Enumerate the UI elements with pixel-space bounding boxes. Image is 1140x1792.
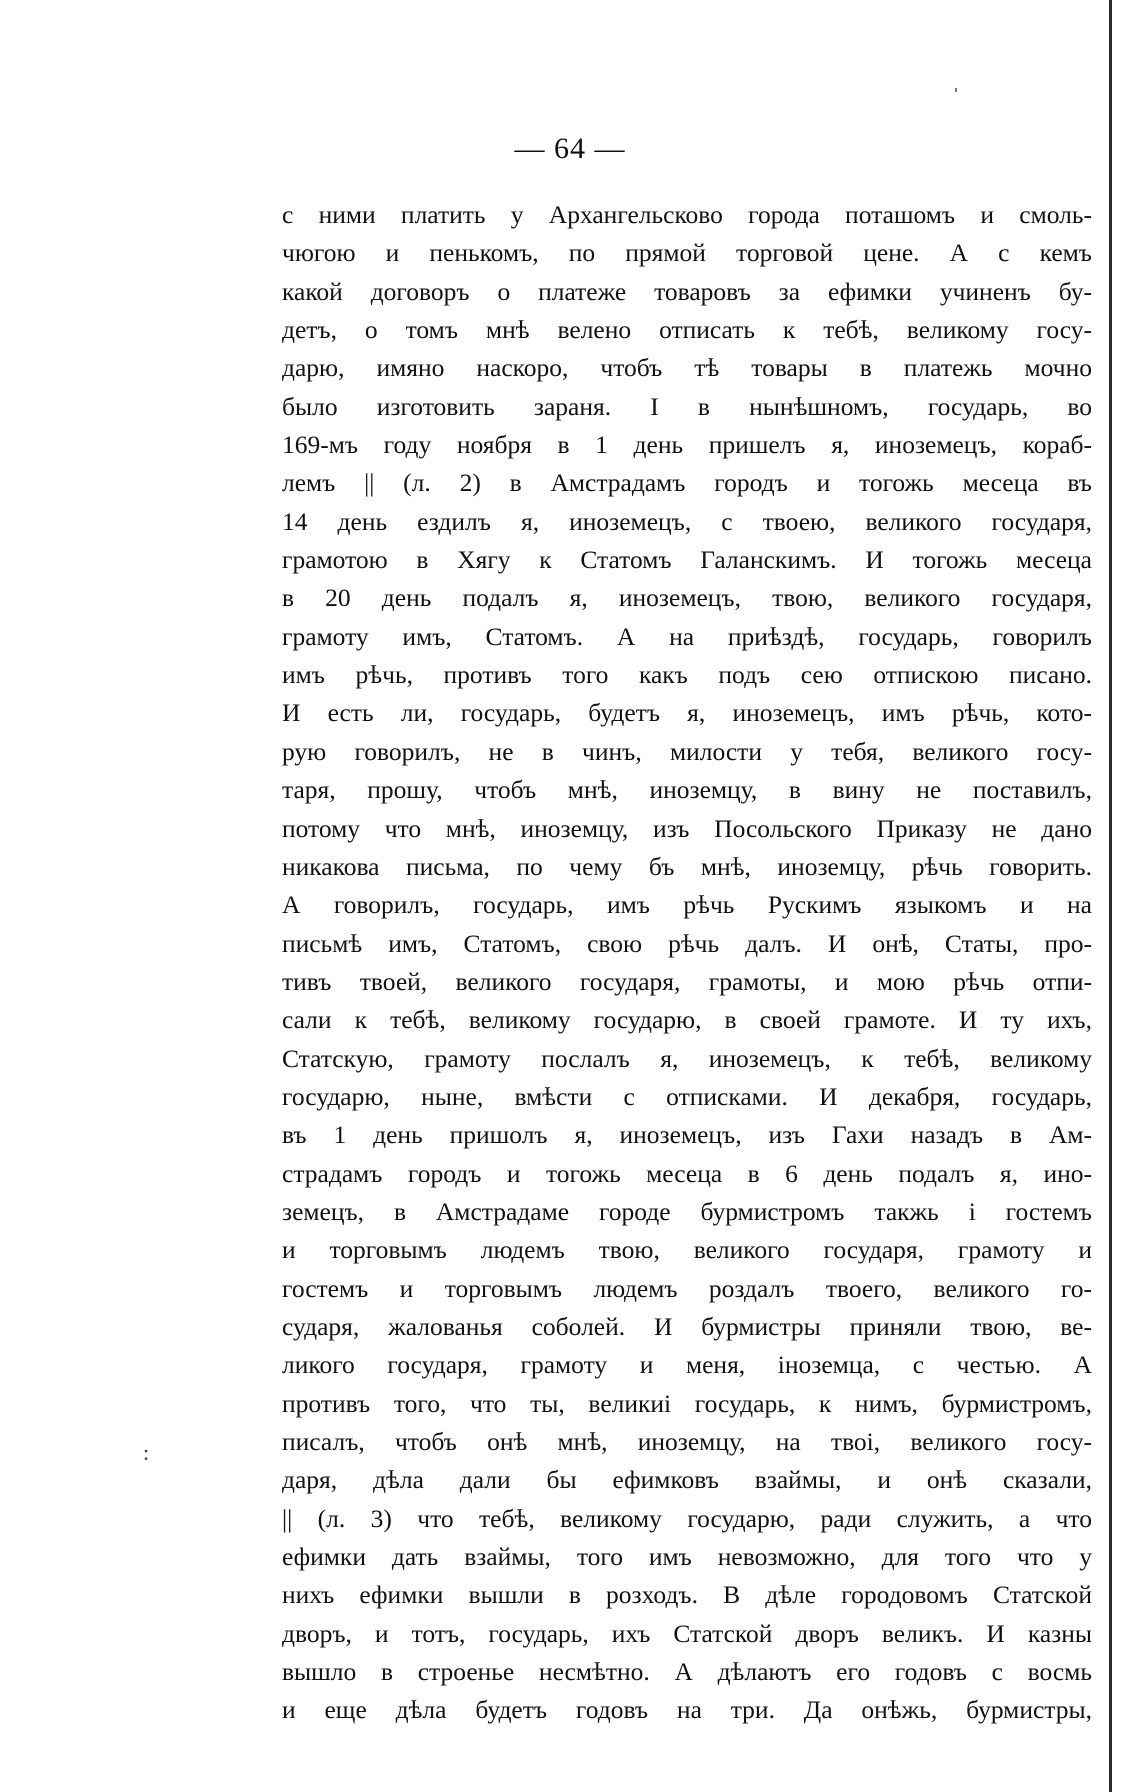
scan-speck	[955, 88, 957, 92]
body-text	[282, 196, 1092, 1730]
text-line: Статскую, грамоту послалъ я, иноземецъ, к тебѣ, великому	[282, 1043, 1092, 1073]
text-line: рую говорилъ, не в чинъ, милости у тебя, великого госу-	[282, 736, 1092, 766]
text-line: дворъ, и тотъ, государь, ихъ Статской дворъ великъ. И казны	[282, 1618, 1092, 1648]
text-line: сударя, жалованья соболей. И бурмистры приняли твою, ве-	[282, 1311, 1092, 1341]
text-line: тивъ твоей, великого государя, грамоты, и мою рѣчь отпи-	[282, 966, 1092, 996]
text-line: в 20 день подалъ я, иноземецъ, твою, великого государя,	[282, 583, 1092, 613]
text-line: имъ рѣчь, противъ того какъ подъ сею отпискою писано.	[282, 660, 1092, 690]
text-line: было изготовить зараня. I в нынѣшномъ, государь, во	[282, 391, 1092, 421]
text-line: даря, дѣла дали бы ефимковъ взаймы, и онѣ сказали,	[282, 1465, 1092, 1495]
text-line: и еще дѣла будетъ годовъ на три. Да онѣжь, бурмистры,	[282, 1695, 1092, 1725]
text-line: письмѣ имъ, Статомъ, свою рѣчь далъ. И онѣ, Статы, про-	[282, 928, 1092, 958]
text-line: таря, прошу, чтобъ мнѣ, иноземцу, в вину не поставилъ,	[282, 775, 1092, 805]
text-line: А говорилъ, государь, имъ рѣчь Рускимъ языкомъ и на	[282, 890, 1092, 920]
text-line: ефимки дать взаймы, того имъ невозможно, для того что у	[282, 1542, 1092, 1572]
text-line: какой договоръ о платеже товаровъ за ефимки учиненъ бу-	[282, 276, 1092, 306]
margin-mark: :	[143, 1440, 150, 1465]
text-line: грамоту имъ, Статомъ. А на приѣздѣ, государь, говорилъ	[282, 621, 1092, 651]
text-line: гостемъ и торговымъ людемъ роздалъ твоего, великого го-	[282, 1273, 1092, 1303]
text-line: никакова письма, по чему бъ мнѣ, иноземцу, рѣчь говорить.	[282, 851, 1092, 881]
text-line: государю, ныне, вмѣсти с отписками. И декабря, государь,	[282, 1081, 1092, 1111]
text-line: противъ того, что ты, великиі государь, к нимъ, бурмистромъ,	[282, 1388, 1092, 1418]
text-line: въ 1 день пришолъ я, иноземецъ, изъ Гахи назадъ в Ам-	[282, 1120, 1092, 1150]
text-line: нихъ ефимки вышли в розходъ. В дѣле городовомъ Статской	[282, 1580, 1092, 1610]
text-line: || (л. 3) что тебѣ, великому государю, ради служить, а что	[282, 1503, 1092, 1533]
text-line: дарю, имяно наскоро, чтобъ тѣ товары в платежь мочно	[282, 353, 1092, 383]
text-line: ликого государя, грамоту и меня, іноземца, с честью. А	[282, 1350, 1092, 1380]
text-line: потому что мнѣ, иноземцу, изъ Посольского Приказу не дано	[282, 813, 1092, 843]
text-line: 14 день ездилъ я, иноземецъ, с твоею, великого государя,	[282, 506, 1092, 536]
text-line: грамотою в Хягу к Статомъ Галанскимъ. И тогожь месеца	[282, 545, 1092, 575]
text-line: чюгою и пенькомъ, по прямой торговой цене. А с кемъ	[282, 238, 1092, 268]
text-line: земецъ, в Амстрадаме городе бурмистромъ такжь і гостемъ	[282, 1196, 1092, 1226]
text-line: лемъ || (л. 2) в Амстрадамъ городъ и тогожь месеца въ	[282, 468, 1092, 498]
text-line: 169-мъ году ноября в 1 день пришелъ я, иноземецъ, кораб-	[282, 430, 1092, 460]
text-line: писалъ, чтобъ онѣ мнѣ, иноземцу, на твоі, великого госу-	[282, 1427, 1092, 1456]
text-line: сали к тебѣ, великому государю, в своей грамоте. И ту ихъ,	[282, 1005, 1092, 1035]
text-line: детъ, о томъ мнѣ велено отписать к тебѣ, великому госу-	[282, 315, 1092, 345]
page-edge-rule	[1109, 0, 1112, 1792]
page-number: — 64 —	[514, 132, 626, 165]
text-line: и торговымъ людемъ твою, великого государя, грамоту и	[282, 1235, 1092, 1265]
text-line: вышло в строенье несмѣтно. А дѣлаютъ его годовъ с восмь	[282, 1657, 1092, 1687]
text-line: И есть ли, государь, будетъ я, иноземецъ, имъ рѣчь, кото-	[282, 698, 1092, 728]
text-line: с ними платить у Архангельсково города поташомъ и смоль-	[282, 200, 1092, 229]
text-line: страдамъ городъ и тогожь месеца в 6 день подалъ я, ино-	[282, 1158, 1092, 1188]
